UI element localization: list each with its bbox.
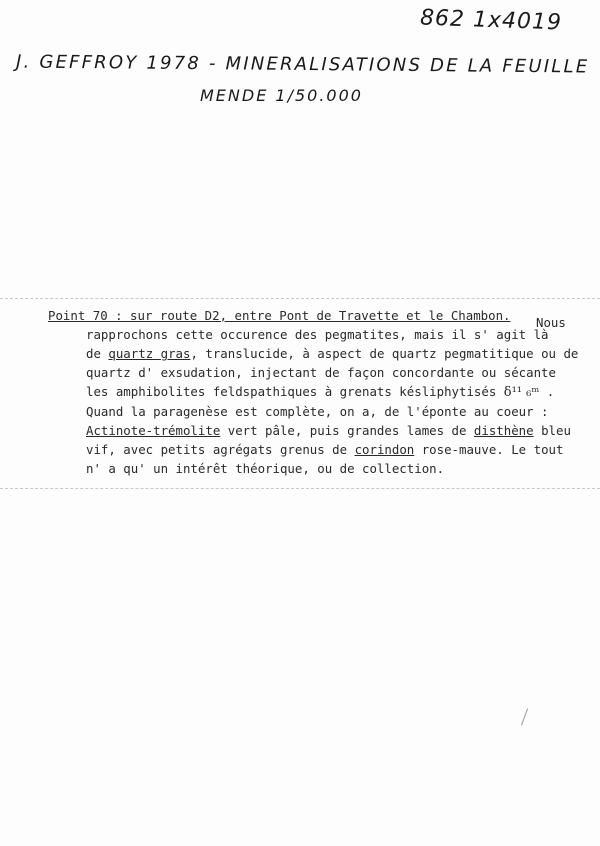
note-line [86,382,588,402]
text-run: . [539,384,555,399]
fold-line-top [0,298,600,299]
note-line [86,402,588,421]
note-line [86,344,588,363]
underlined-term: Actinote-trémolite [86,423,221,438]
text-run: rose-mauve. Le tout [414,442,564,457]
archive-reference: 862 1x4019 [419,5,563,36]
pencil-mark [521,708,528,725]
text-run: quartz d' exsudation, injectant de façon concordante ou sécante [86,365,556,380]
typed-note [48,306,588,478]
note-line [86,440,588,459]
underlined-term: corindon [354,442,415,457]
fold-line-bottom [0,488,600,489]
text-run: , translucide, à aspect de quartz pegmatitique ou de [190,346,579,361]
text-run: vif, avec petits agrégats grenus de [86,442,355,457]
underlined-term: disthène [473,423,534,438]
text-run: les amphibolites feldspathiques à grenats késliphytisés [86,384,504,399]
note-line [86,325,588,344]
note-line [86,459,588,478]
note-heading-tail: Nous [536,315,566,330]
formation-symbol: δ¹¹ ₆ᵐ [503,385,540,400]
text-run: vert pâle, puis grandes lames de [220,423,474,438]
underlined-term: quartz gras [108,346,191,361]
handwritten-header-line2: MENDE 1/50.000 [200,86,363,105]
note-heading-row [48,306,588,330]
note-line [86,421,588,440]
note-heading: Point 70 : sur route D2, entre Pont de Travette et le Chambon. [48,308,511,323]
text-run: de [86,346,109,361]
handwritten-header-line1: J. GEFFROY 1978 - MINERALISATIONS DE LA FEUILLE [15,51,590,78]
text-run: rapprochons cette occurence des pegmatites, mais il s' agit là [86,327,549,342]
note-line [86,363,588,382]
note-body [48,325,588,478]
text-run: Quand la paragenèse est complète, on a, de l'éponte au coeur : [86,404,549,419]
text-run: n' a qu' un intérêt théorique, ou de collection. [86,461,445,476]
text-run: bleu [533,423,571,438]
